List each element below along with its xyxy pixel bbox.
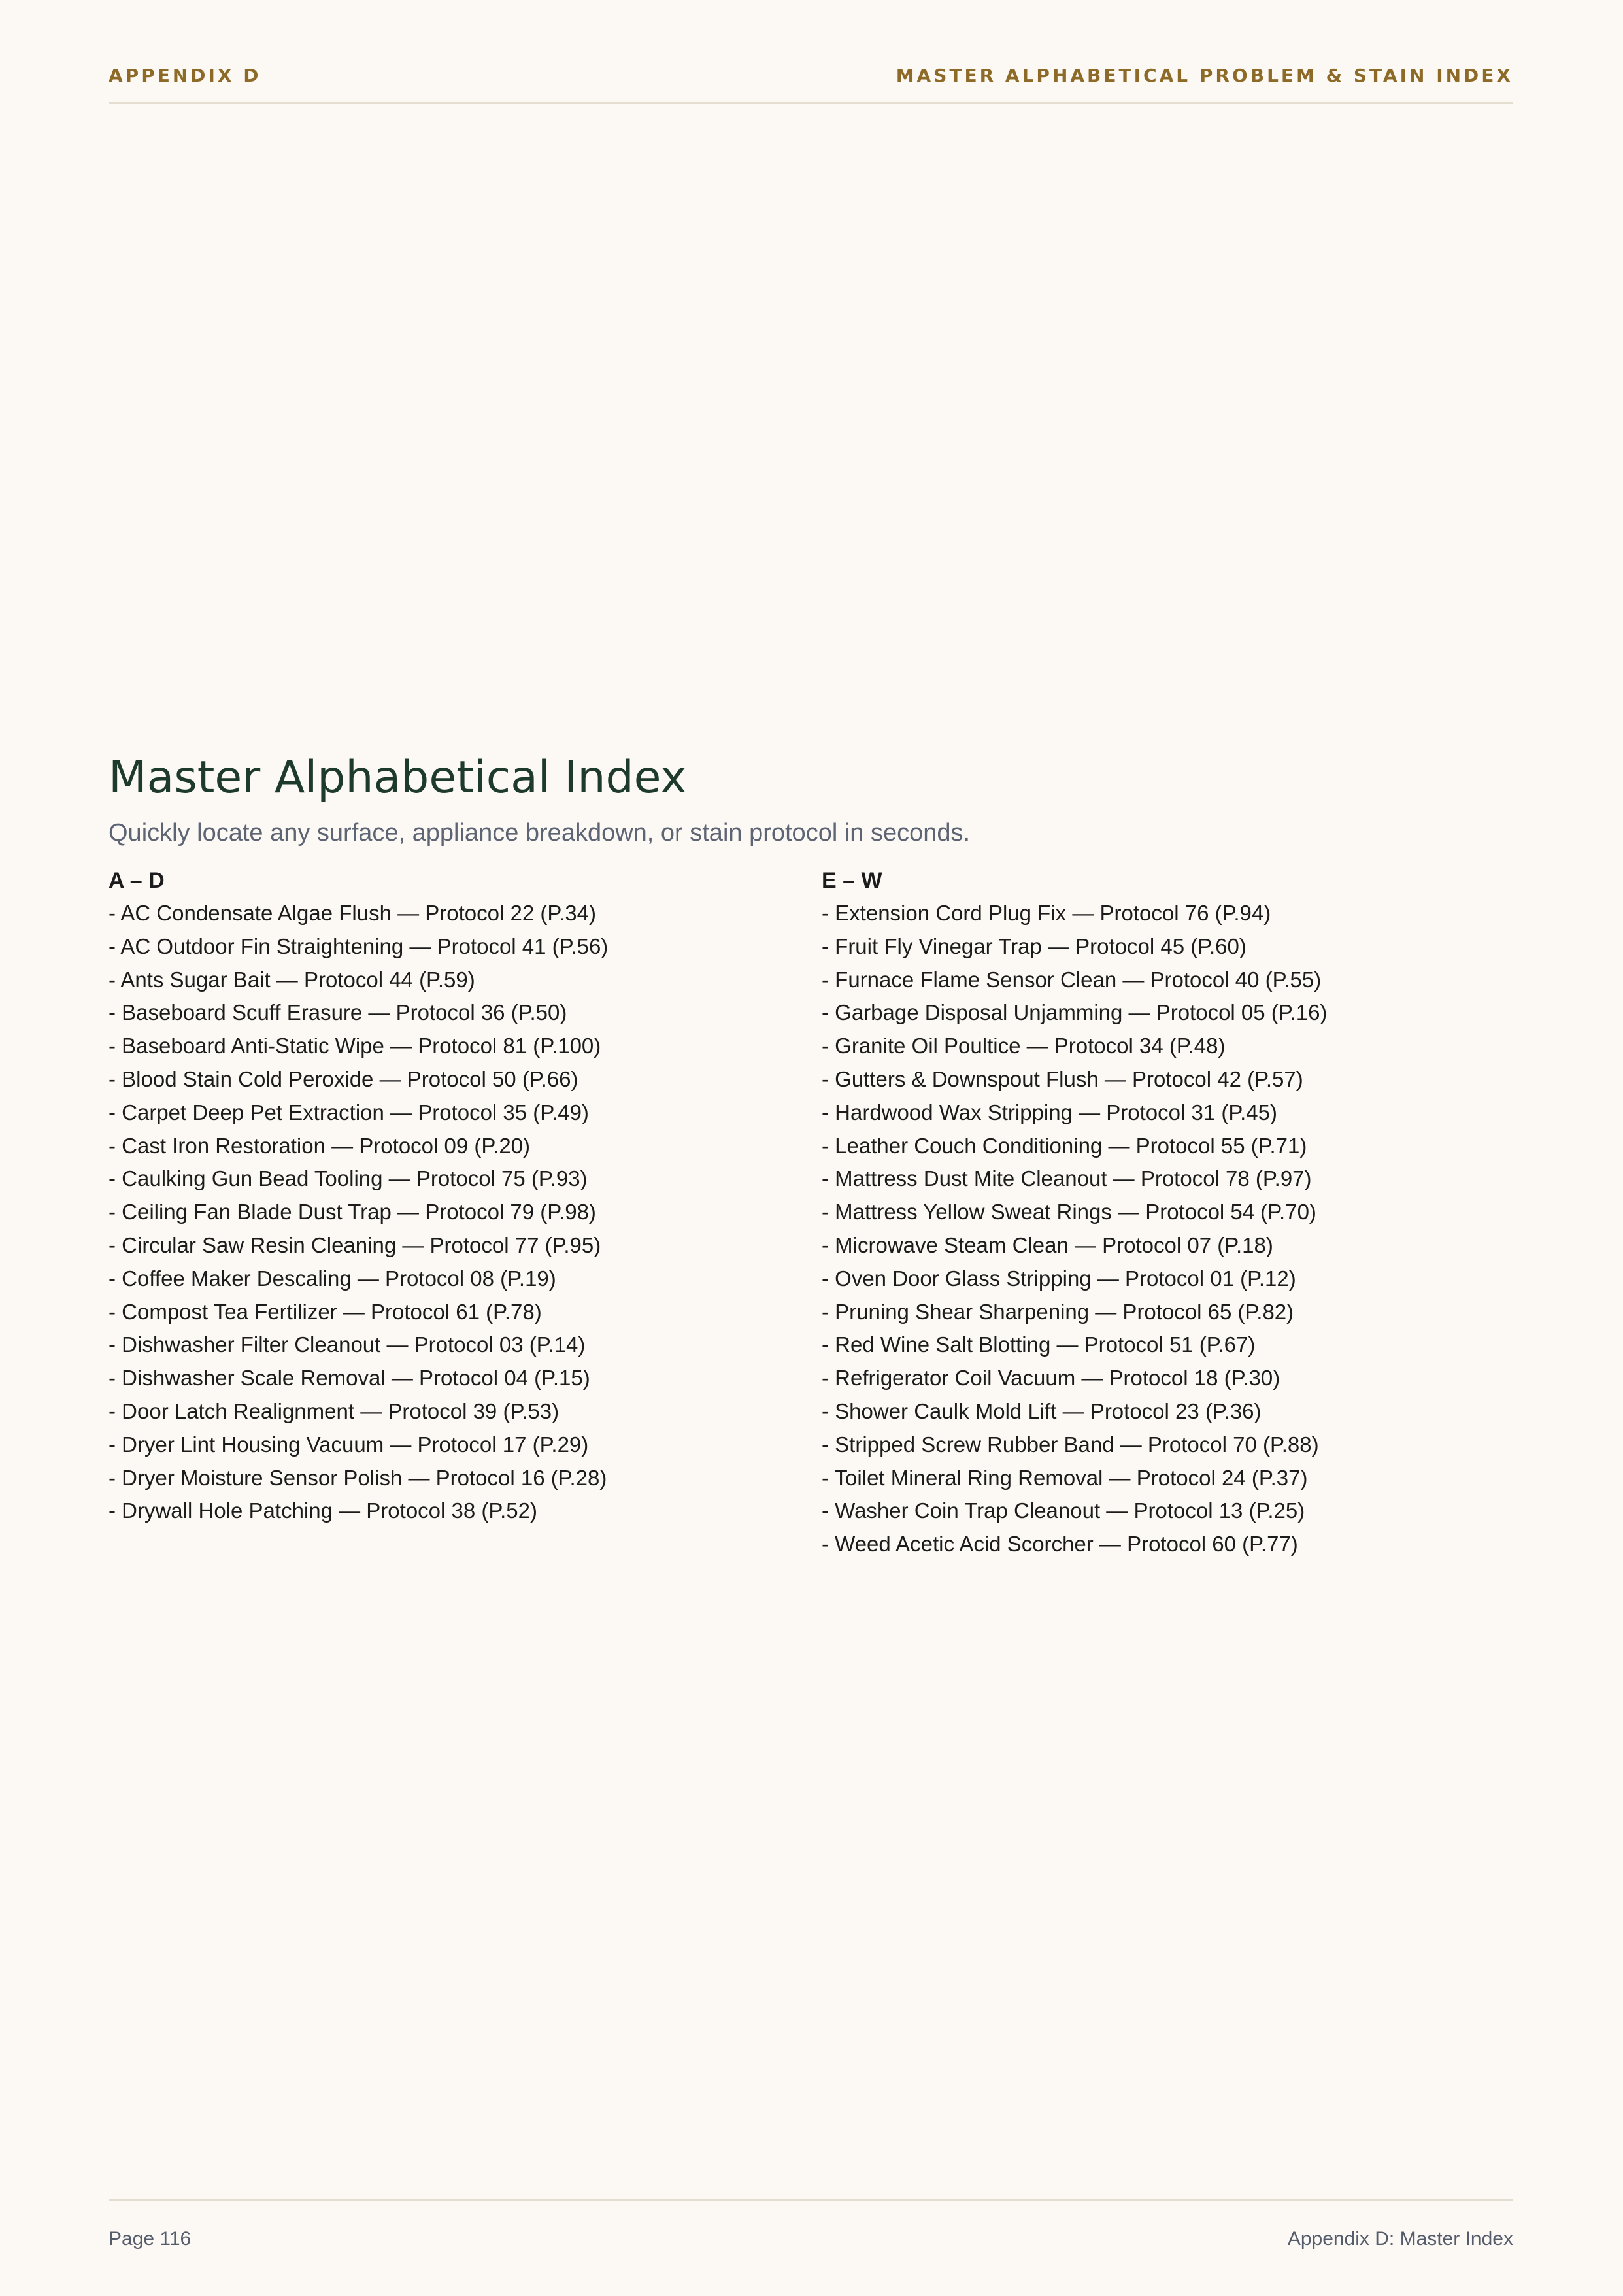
index-entry: - AC Condensate Algae Flush — Protocol 22 (P.34): [109, 901, 596, 925]
index-entry: - Ceiling Fan Blade Dust Trap — Protocol 79 (P.98): [109, 1200, 596, 1224]
index-entry: - Fruit Fly Vinegar Trap — Protocol 45 (P.60): [822, 934, 1247, 958]
index-entry: - Shower Caulk Mold Lift — Protocol 23 (P.36): [822, 1398, 1262, 1423]
index-entry: - Door Latch Realignment — Protocol 39 (P.53): [109, 1398, 560, 1423]
index-entry: - Pruning Shear Sharpening — Protocol 65 (P.82): [822, 1299, 1294, 1324]
page-number: Page 116: [109, 2228, 192, 2250]
index-entry: - Stripped Screw Rubber Band — Protocol 70 (P.88): [822, 1432, 1319, 1457]
index-entry: - Cast Iron Restoration — Protocol 09 (P.20): [109, 1133, 531, 1158]
index-entry: - Caulking Gun Bead Tooling — Protocol 75 (P.93): [109, 1166, 588, 1191]
page-title: Master Alphabetical Index: [109, 752, 687, 803]
index-entry: - Baseboard Anti-Static Wipe — Protocol 81 (P.100): [109, 1034, 601, 1058]
index-entry: - Mattress Dust Mite Cleanout — Protocol 78 (P.97): [822, 1166, 1312, 1191]
appendix-label: APPENDIX D: [109, 65, 261, 86]
index-entry: - Dishwasher Scale Removal — Protocol 04 (P.15): [109, 1366, 590, 1391]
index-entry: - Mattress Yellow Sweat Rings — Protocol 54 (P.70): [822, 1200, 1316, 1224]
index-entry: - Circular Saw Resin Cleaning — Protocol 77 (P.95): [109, 1232, 601, 1257]
index-column-a-d: [109, 864, 801, 1528]
index-entry: - AC Outdoor Fin Straightening — Protocol 41 (P.56): [109, 934, 609, 958]
index-entry: - Dryer Moisture Sensor Polish — Protocol 16 (P.28): [109, 1465, 607, 1490]
index-entry: - Leather Couch Conditioning — Protocol 55 (P.71): [822, 1133, 1307, 1158]
index-entry: - Granite Oil Poultice — Protocol 34 (P.48): [822, 1034, 1226, 1058]
index-entry: - Baseboard Scuff Erasure — Protocol 36 (P.50): [109, 1000, 567, 1025]
index-entry: - Coffee Maker Descaling — Protocol 08 (P.19): [109, 1266, 556, 1291]
index-entry: - Extension Cord Plug Fix — Protocol 76 (P.94): [822, 901, 1271, 925]
column-heading: E – W: [822, 868, 882, 893]
index-entry: - Blood Stain Cold Peroxide — Protocol 50 (P.66): [109, 1066, 578, 1091]
index-entry: - Red Wine Salt Blotting — Protocol 51 (P.67): [822, 1332, 1256, 1357]
index-column-e-w: [822, 864, 1514, 1561]
index-entry: - Weed Acetic Acid Scorcher — Protocol 60 (P.77): [822, 1532, 1298, 1557]
index-entry-list: [109, 897, 801, 1528]
index-entry: - Carpet Deep Pet Extraction — Protocol 35 (P.49): [109, 1100, 589, 1124]
index-entry: - Dryer Lint Housing Vacuum — Protocol 17 (P.29): [109, 1432, 589, 1457]
column-heading: A – D: [109, 868, 165, 893]
index-entry: - Ants Sugar Bait — Protocol 44 (P.59): [109, 967, 475, 992]
index-entry: - Compost Tea Fertilizer — Protocol 61 (P.78): [109, 1299, 542, 1324]
index-entry: - Hardwood Wax Stripping — Protocol 31 (P.45): [822, 1100, 1277, 1124]
index-entry: - Toilet Mineral Ring Removal — Protocol 24 (P.37): [822, 1465, 1308, 1490]
page-subtitle: Quickly locate any surface, appliance breakdown, or stain protocol in seconds.: [109, 819, 971, 847]
index-entry: - Oven Door Glass Stripping — Protocol 01 (P.12): [822, 1266, 1296, 1291]
footer-section-title: Appendix D: Master Index: [1287, 2228, 1513, 2250]
index-entry: - Refrigerator Coil Vacuum — Protocol 18 (P.30): [822, 1366, 1280, 1391]
index-entry: - Furnace Flame Sensor Clean — Protocol 40 (P.55): [822, 967, 1322, 992]
index-entry: - Drywall Hole Patching — Protocol 38 (P.52): [109, 1498, 538, 1523]
index-entry: - Dishwasher Filter Cleanout — Protocol 03 (P.14): [109, 1332, 586, 1357]
running-header: [109, 63, 1513, 104]
index-entry: - Gutters & Downspout Flush — Protocol 42 (P.57): [822, 1066, 1303, 1091]
index-entry: - Microwave Steam Clean — Protocol 07 (P.18): [822, 1232, 1273, 1257]
index-entry-list: [822, 897, 1514, 1561]
running-footer: [109, 2199, 1513, 2254]
index-entry: - Garbage Disposal Unjamming — Protocol 05 (P.16): [822, 1000, 1328, 1025]
index-entry: - Washer Coin Trap Cleanout — Protocol 13 (P.25): [822, 1498, 1305, 1523]
section-title: MASTER ALPHABETICAL PROBLEM & STAIN INDEX: [895, 65, 1513, 86]
